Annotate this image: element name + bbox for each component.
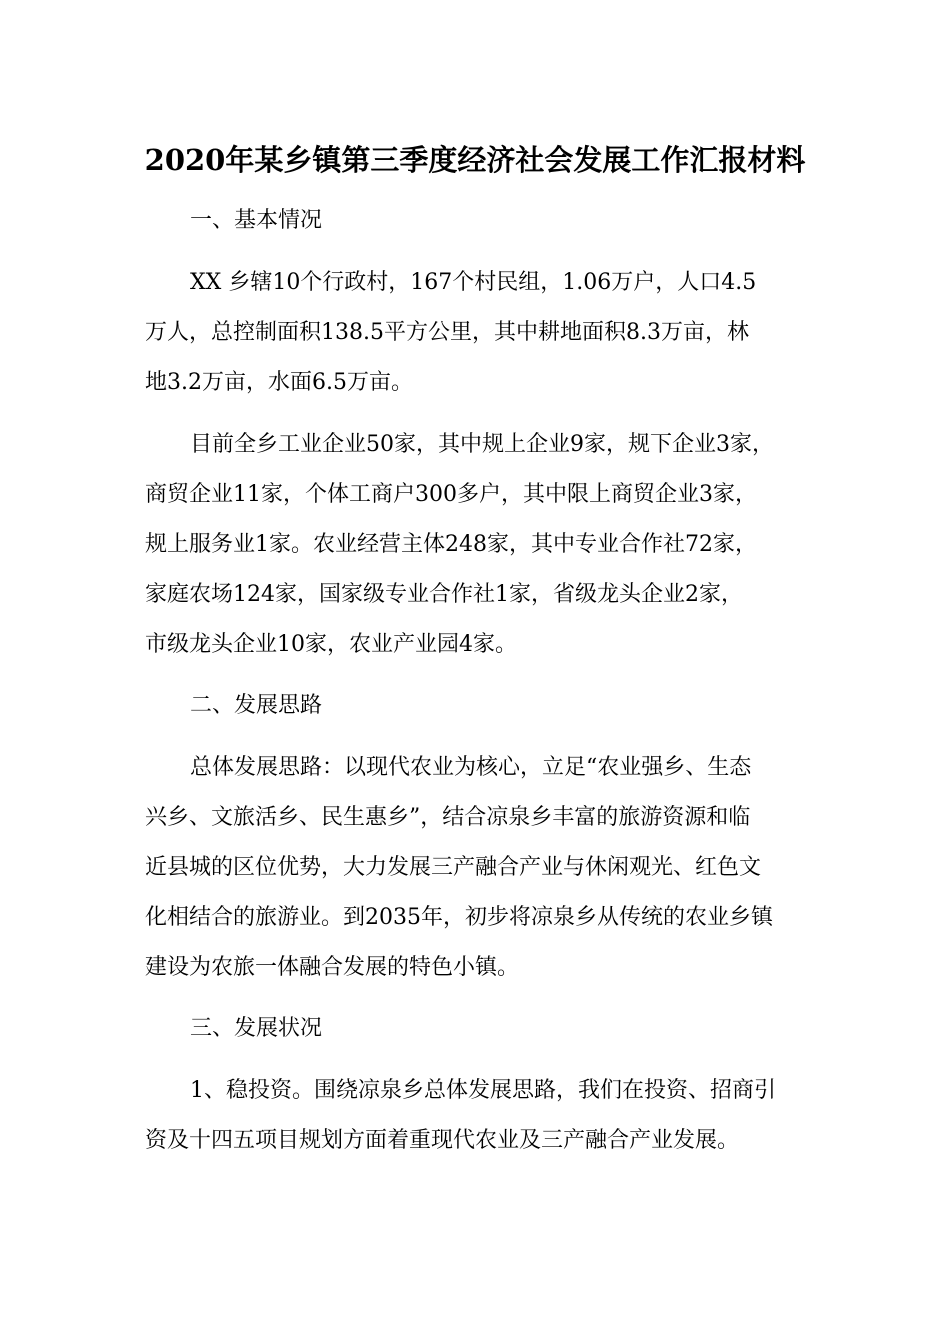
paragraph-line: 资及十四五项目规划方面着重现代农业及三产融合产业发展。 [145, 1128, 740, 1153]
paragraph-line: 近县城的区位优势，大力发展三产融合产业与休闲观光、红色文 [145, 855, 762, 880]
document-title: 2020年某乡镇第三季度经济社会发展工作汇报材料 [144, 143, 806, 177]
paragraph-line: 家庭农场124家，国家级专业合作社1家，省级龙头企业2家， [145, 582, 743, 607]
section-heading-development-status: 三、发展状况 [190, 1016, 323, 1041]
paragraph-line: 市级龙头企业10家，农业产业园4家。 [145, 632, 517, 657]
paragraph-line: 商贸企业11家，个体工商户300多户，其中限上商贸企业3家， [145, 482, 757, 507]
paragraph-line: 总体发展思路：以现代农业为核心，立足“农业强乡、生态 [190, 755, 752, 780]
paragraph-line: 化相结合的旅游业。到2035年，初步将凉泉乡从传统的农业乡镇 [145, 905, 773, 930]
paragraph-line: 万人，总控制面积138.5平方公里，其中耕地面积8.3万亩，林 [145, 320, 749, 345]
section-heading-development-ideas: 二、发展思路 [190, 693, 323, 718]
paragraph-line: 1、稳投资。围绕凉泉乡总体发展思路，我们在投资、招商引 [190, 1078, 776, 1103]
paragraph-line: 建设为农旅一体融合发展的特色小镇。 [145, 955, 520, 980]
paragraph-line: 地3.2万亩，水面6.5万亩。 [145, 370, 413, 395]
paragraph-line: 规上服务业1家。农业经营主体248家，其中专业合作社72家， [145, 532, 757, 557]
paragraph-line: 兴乡、文旅活乡、民生惠乡”，结合凉泉乡丰富的旅游资源和临 [145, 805, 751, 830]
paragraph-line: XX 乡辖10个行政村，167个村民组，1.06万户，人口4.5 [190, 270, 757, 295]
section-heading-basic-info: 一、基本情况 [190, 208, 323, 233]
paragraph-line: 目前全乡工业企业50家，其中规上企业9家，规下企业3家， [190, 432, 774, 457]
